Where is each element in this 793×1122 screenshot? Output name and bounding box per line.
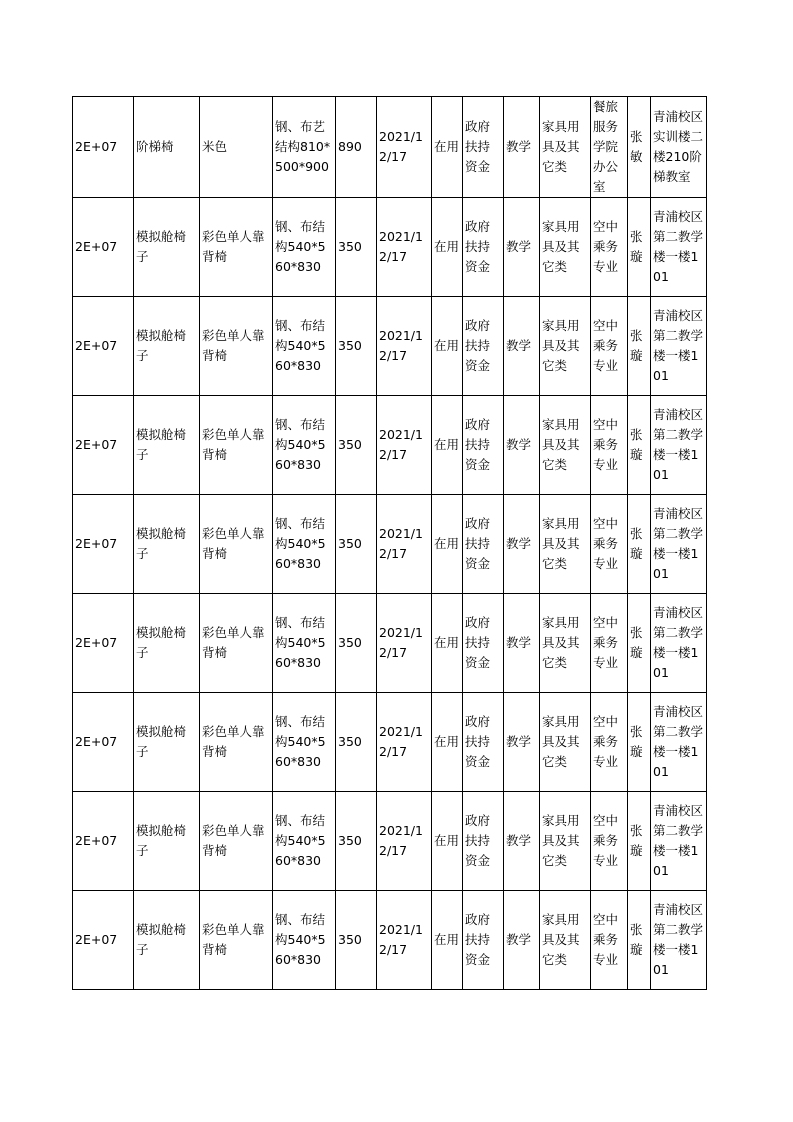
- specification-cell: 钢、布结构540*560*830: [273, 594, 336, 693]
- asset-number-cell: 2E+07: [73, 97, 134, 198]
- usage-cell: 教学: [504, 495, 540, 594]
- asset-name-cell: 模拟舱椅子: [134, 396, 200, 495]
- usage-cell: 教学: [504, 198, 540, 297]
- purchase-date-cell: 2021/12/17: [377, 495, 432, 594]
- asset-number-cell: 2E+07: [73, 693, 134, 792]
- location-cell: 青浦校区第二教学楼一楼101: [651, 693, 707, 792]
- funding-source-cell: 政府扶持资金: [463, 594, 504, 693]
- purchase-date-cell: 2021/12/17: [377, 792, 432, 891]
- asset-name-cell: 模拟舱椅子: [134, 297, 200, 396]
- status-cell: 在用: [432, 792, 463, 891]
- purchase-date-cell: 2021/12/17: [377, 891, 432, 990]
- model-cell: 彩色单人靠背椅: [200, 396, 273, 495]
- table-row: [73, 792, 707, 891]
- model-cell: 彩色单人靠背椅: [200, 891, 273, 990]
- usage-cell: 教学: [504, 97, 540, 198]
- custodian-cell: 张敏: [628, 97, 651, 198]
- status-cell: 在用: [432, 297, 463, 396]
- asset-name-cell: 模拟舱椅子: [134, 891, 200, 990]
- price-cell: 350: [336, 891, 377, 990]
- asset-name-cell: 模拟舱椅子: [134, 198, 200, 297]
- asset-name-cell: 模拟舱椅子: [134, 594, 200, 693]
- price-cell: 890: [336, 97, 377, 198]
- usage-cell: 教学: [504, 594, 540, 693]
- status-cell: 在用: [432, 495, 463, 594]
- table-row: [73, 891, 707, 990]
- department-cell: 空中乘务专业: [591, 594, 628, 693]
- location-cell: 青浦校区第二教学楼一楼101: [651, 198, 707, 297]
- location-cell: 青浦校区第二教学楼一楼101: [651, 891, 707, 990]
- funding-source-cell: 政府扶持资金: [463, 97, 504, 198]
- model-cell: 彩色单人靠背椅: [200, 198, 273, 297]
- price-cell: 350: [336, 198, 377, 297]
- asset-number-cell: 2E+07: [73, 891, 134, 990]
- usage-cell: 教学: [504, 792, 540, 891]
- asset-number-cell: 2E+07: [73, 495, 134, 594]
- status-cell: 在用: [432, 198, 463, 297]
- funding-source-cell: 政府扶持资金: [463, 792, 504, 891]
- category-cell: 家具用具及其它类: [540, 396, 591, 495]
- location-cell: 青浦校区第二教学楼一楼101: [651, 495, 707, 594]
- model-cell: 彩色单人靠背椅: [200, 693, 273, 792]
- asset-name-cell: 模拟舱椅子: [134, 495, 200, 594]
- table-row: [73, 297, 707, 396]
- custodian-cell: 张璇: [628, 396, 651, 495]
- category-cell: 家具用具及其它类: [540, 495, 591, 594]
- purchase-date-cell: 2021/12/17: [377, 198, 432, 297]
- funding-source-cell: 政府扶持资金: [463, 198, 504, 297]
- department-cell: 空中乘务专业: [591, 198, 628, 297]
- asset-rows: [73, 97, 707, 990]
- specification-cell: 钢、布结构540*560*830: [273, 297, 336, 396]
- asset-name-cell: 模拟舱椅子: [134, 792, 200, 891]
- table-row: [73, 594, 707, 693]
- usage-cell: 教学: [504, 693, 540, 792]
- usage-cell: 教学: [504, 297, 540, 396]
- department-cell: 空中乘务专业: [591, 396, 628, 495]
- table-row: [73, 396, 707, 495]
- price-cell: 350: [336, 495, 377, 594]
- funding-source-cell: 政府扶持资金: [463, 693, 504, 792]
- price-cell: 350: [336, 693, 377, 792]
- funding-source-cell: 政府扶持资金: [463, 495, 504, 594]
- location-cell: 青浦校区第二教学楼一楼101: [651, 297, 707, 396]
- purchase-date-cell: 2021/12/17: [377, 97, 432, 198]
- specification-cell: 钢、布结构540*560*830: [273, 693, 336, 792]
- purchase-date-cell: 2021/12/17: [377, 297, 432, 396]
- custodian-cell: 张璇: [628, 792, 651, 891]
- purchase-date-cell: 2021/12/17: [377, 693, 432, 792]
- model-cell: 彩色单人靠背椅: [200, 594, 273, 693]
- category-cell: 家具用具及其它类: [540, 594, 591, 693]
- price-cell: 350: [336, 297, 377, 396]
- asset-number-cell: 2E+07: [73, 792, 134, 891]
- model-cell: 米色: [200, 97, 273, 198]
- specification-cell: 钢、布结构540*560*830: [273, 792, 336, 891]
- model-cell: 彩色单人靠背椅: [200, 495, 273, 594]
- specification-cell: 钢、布结构540*560*830: [273, 396, 336, 495]
- funding-source-cell: 政府扶持资金: [463, 297, 504, 396]
- category-cell: 家具用具及其它类: [540, 792, 591, 891]
- status-cell: 在用: [432, 396, 463, 495]
- price-cell: 350: [336, 594, 377, 693]
- table-row: [73, 495, 707, 594]
- funding-source-cell: 政府扶持资金: [463, 396, 504, 495]
- department-cell: 空中乘务专业: [591, 693, 628, 792]
- table-row: [73, 97, 707, 198]
- category-cell: 家具用具及其它类: [540, 97, 591, 198]
- specification-cell: 钢、布结构540*560*830: [273, 198, 336, 297]
- custodian-cell: 张璇: [628, 495, 651, 594]
- category-cell: 家具用具及其它类: [540, 297, 591, 396]
- asset-table: [72, 96, 707, 990]
- asset-number-cell: 2E+07: [73, 594, 134, 693]
- department-cell: 空中乘务专业: [591, 495, 628, 594]
- table-row: [73, 198, 707, 297]
- funding-source-cell: 政府扶持资金: [463, 891, 504, 990]
- location-cell: 青浦校区实训楼二楼210阶梯教室: [651, 97, 707, 198]
- status-cell: 在用: [432, 693, 463, 792]
- department-cell: 空中乘务专业: [591, 891, 628, 990]
- asset-name-cell: 阶梯椅: [134, 97, 200, 198]
- category-cell: 家具用具及其它类: [540, 198, 591, 297]
- custodian-cell: 张璇: [628, 297, 651, 396]
- specification-cell: 钢、布结构540*560*830: [273, 495, 336, 594]
- location-cell: 青浦校区第二教学楼一楼101: [651, 396, 707, 495]
- price-cell: 350: [336, 792, 377, 891]
- custodian-cell: 张璇: [628, 891, 651, 990]
- asset-number-cell: 2E+07: [73, 396, 134, 495]
- specification-cell: 钢、布结构540*560*830: [273, 891, 336, 990]
- usage-cell: 教学: [504, 396, 540, 495]
- status-cell: 在用: [432, 97, 463, 198]
- department-cell: 空中乘务专业: [591, 792, 628, 891]
- status-cell: 在用: [432, 891, 463, 990]
- purchase-date-cell: 2021/12/17: [377, 594, 432, 693]
- custodian-cell: 张璇: [628, 198, 651, 297]
- custodian-cell: 张璇: [628, 594, 651, 693]
- category-cell: 家具用具及其它类: [540, 891, 591, 990]
- asset-name-cell: 模拟舱椅子: [134, 693, 200, 792]
- category-cell: 家具用具及其它类: [540, 693, 591, 792]
- department-cell: 餐旅服务学院办公室: [591, 97, 628, 198]
- model-cell: 彩色单人靠背椅: [200, 792, 273, 891]
- model-cell: 彩色单人靠背椅: [200, 297, 273, 396]
- asset-number-cell: 2E+07: [73, 297, 134, 396]
- specification-cell: 钢、布艺结构810*500*900: [273, 97, 336, 198]
- location-cell: 青浦校区第二教学楼一楼101: [651, 594, 707, 693]
- table-row: [73, 693, 707, 792]
- department-cell: 空中乘务专业: [591, 297, 628, 396]
- purchase-date-cell: 2021/12/17: [377, 396, 432, 495]
- location-cell: 青浦校区第二教学楼一楼101: [651, 792, 707, 891]
- status-cell: 在用: [432, 594, 463, 693]
- custodian-cell: 张璇: [628, 693, 651, 792]
- price-cell: 350: [336, 396, 377, 495]
- asset-number-cell: 2E+07: [73, 198, 134, 297]
- usage-cell: 教学: [504, 891, 540, 990]
